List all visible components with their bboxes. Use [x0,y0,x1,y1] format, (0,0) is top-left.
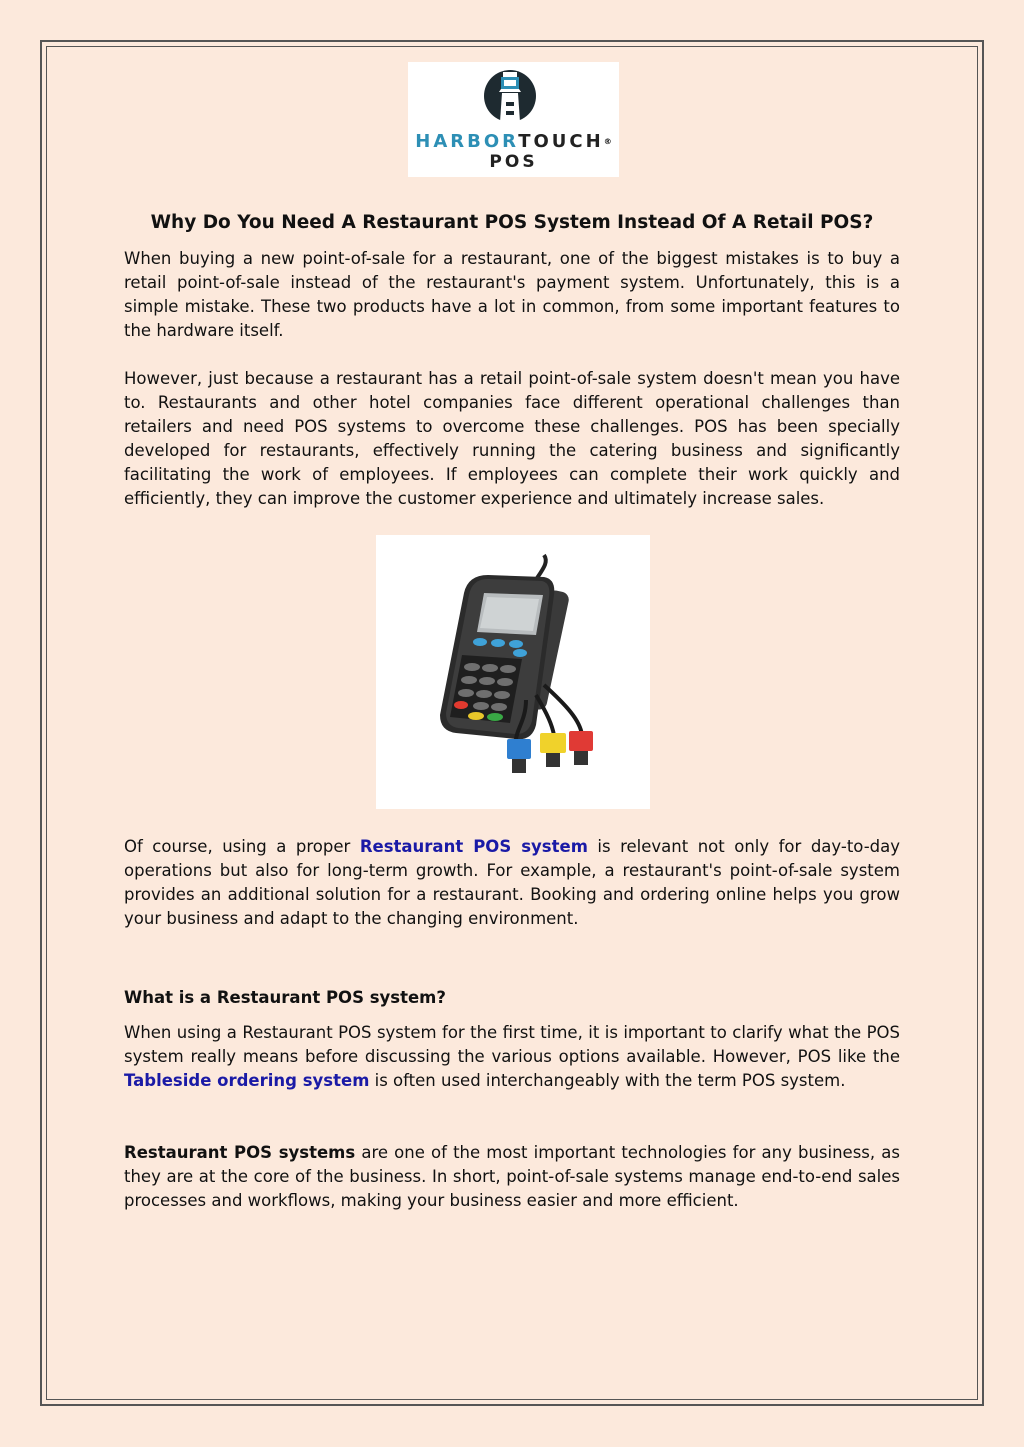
paragraph-4-text [124,1021,900,1093]
paragraph-5 [124,1141,900,1213]
paragraph-3 [124,835,900,931]
paragraph-1 [124,247,900,343]
paragraph-5-after: are one of the most important technologies for any business, as they are at the core of the business. In short, point-of-sale systems manage end-to-end sales processes and workflows, making your business easier and more efficient. [124,1143,901,1210]
paragraph-2-text: However, just because a restaurant has a retail point-of-sale system doesn't mean you have to. Restaurants and other hotel companies face different operational challenges than retailers and need POS systems to overcome these challenges. POS has been specially developed for restaurants, effectively running the catering business and significantly facilitating the work of employees. If employees can complete their work quickly and efficiently, they can improve the customer experience and ultimately increase sales. [124,369,900,508]
paragraph-5-bold: Restaurant POS systems [124,1143,356,1162]
harbortouch-logo [408,62,619,177]
paragraph-1-text: When buying a new point-of-sale for a restaurant, one of the biggest mistakes is to buy a retail point-of-sale instead of the restaurant's payment system. Unfortunately, this is a simple mistake. These two products have a lot in common, from some important features to the hardware itself. [124,249,900,340]
logo-harbor: HARBOR [415,131,519,152]
card-terminal-icon [376,535,650,809]
paragraph-4-before: When using a Restaurant POS system for the first time, it is important to clarify what the POS system really means before discussing the various options available. However, POS like the [124,1023,900,1066]
paragraph-3-after: is relevant not only for day-to-day operations but also for long-term growth. For example, a restaurant's point-of-sale system provides an additional solution for a restaurant. Booking and ordering online helps you grow your business and adapt to the changing environment. [124,837,901,928]
logo-reg-mark: ® [603,137,612,146]
tableside-ordering-system-link[interactable]: Tableside ordering system [124,1071,370,1090]
paragraph-2 [124,367,900,511]
logo-touch: TOUCH [518,131,604,152]
restaurant-pos-system-link[interactable]: Restaurant POS system [359,837,588,856]
paragraph-5-text [124,1141,900,1213]
pos-terminal-image [376,535,650,809]
logo-pos: POS [489,152,538,172]
section-heading: What is a Restaurant POS system? [124,988,446,1007]
logo-wordmark [408,132,619,152]
paragraph-3-text [124,835,900,931]
paragraph-3-before: Of course, using a proper [124,837,360,856]
lighthouse-icon [408,62,619,132]
paragraph-4 [124,1021,900,1093]
page-title: Why Do You Need A Restaurant POS System Instead Of A Retail POS? [150,212,874,233]
paragraph-4-after: is often used interchangeably with the term POS system. [369,1071,846,1090]
